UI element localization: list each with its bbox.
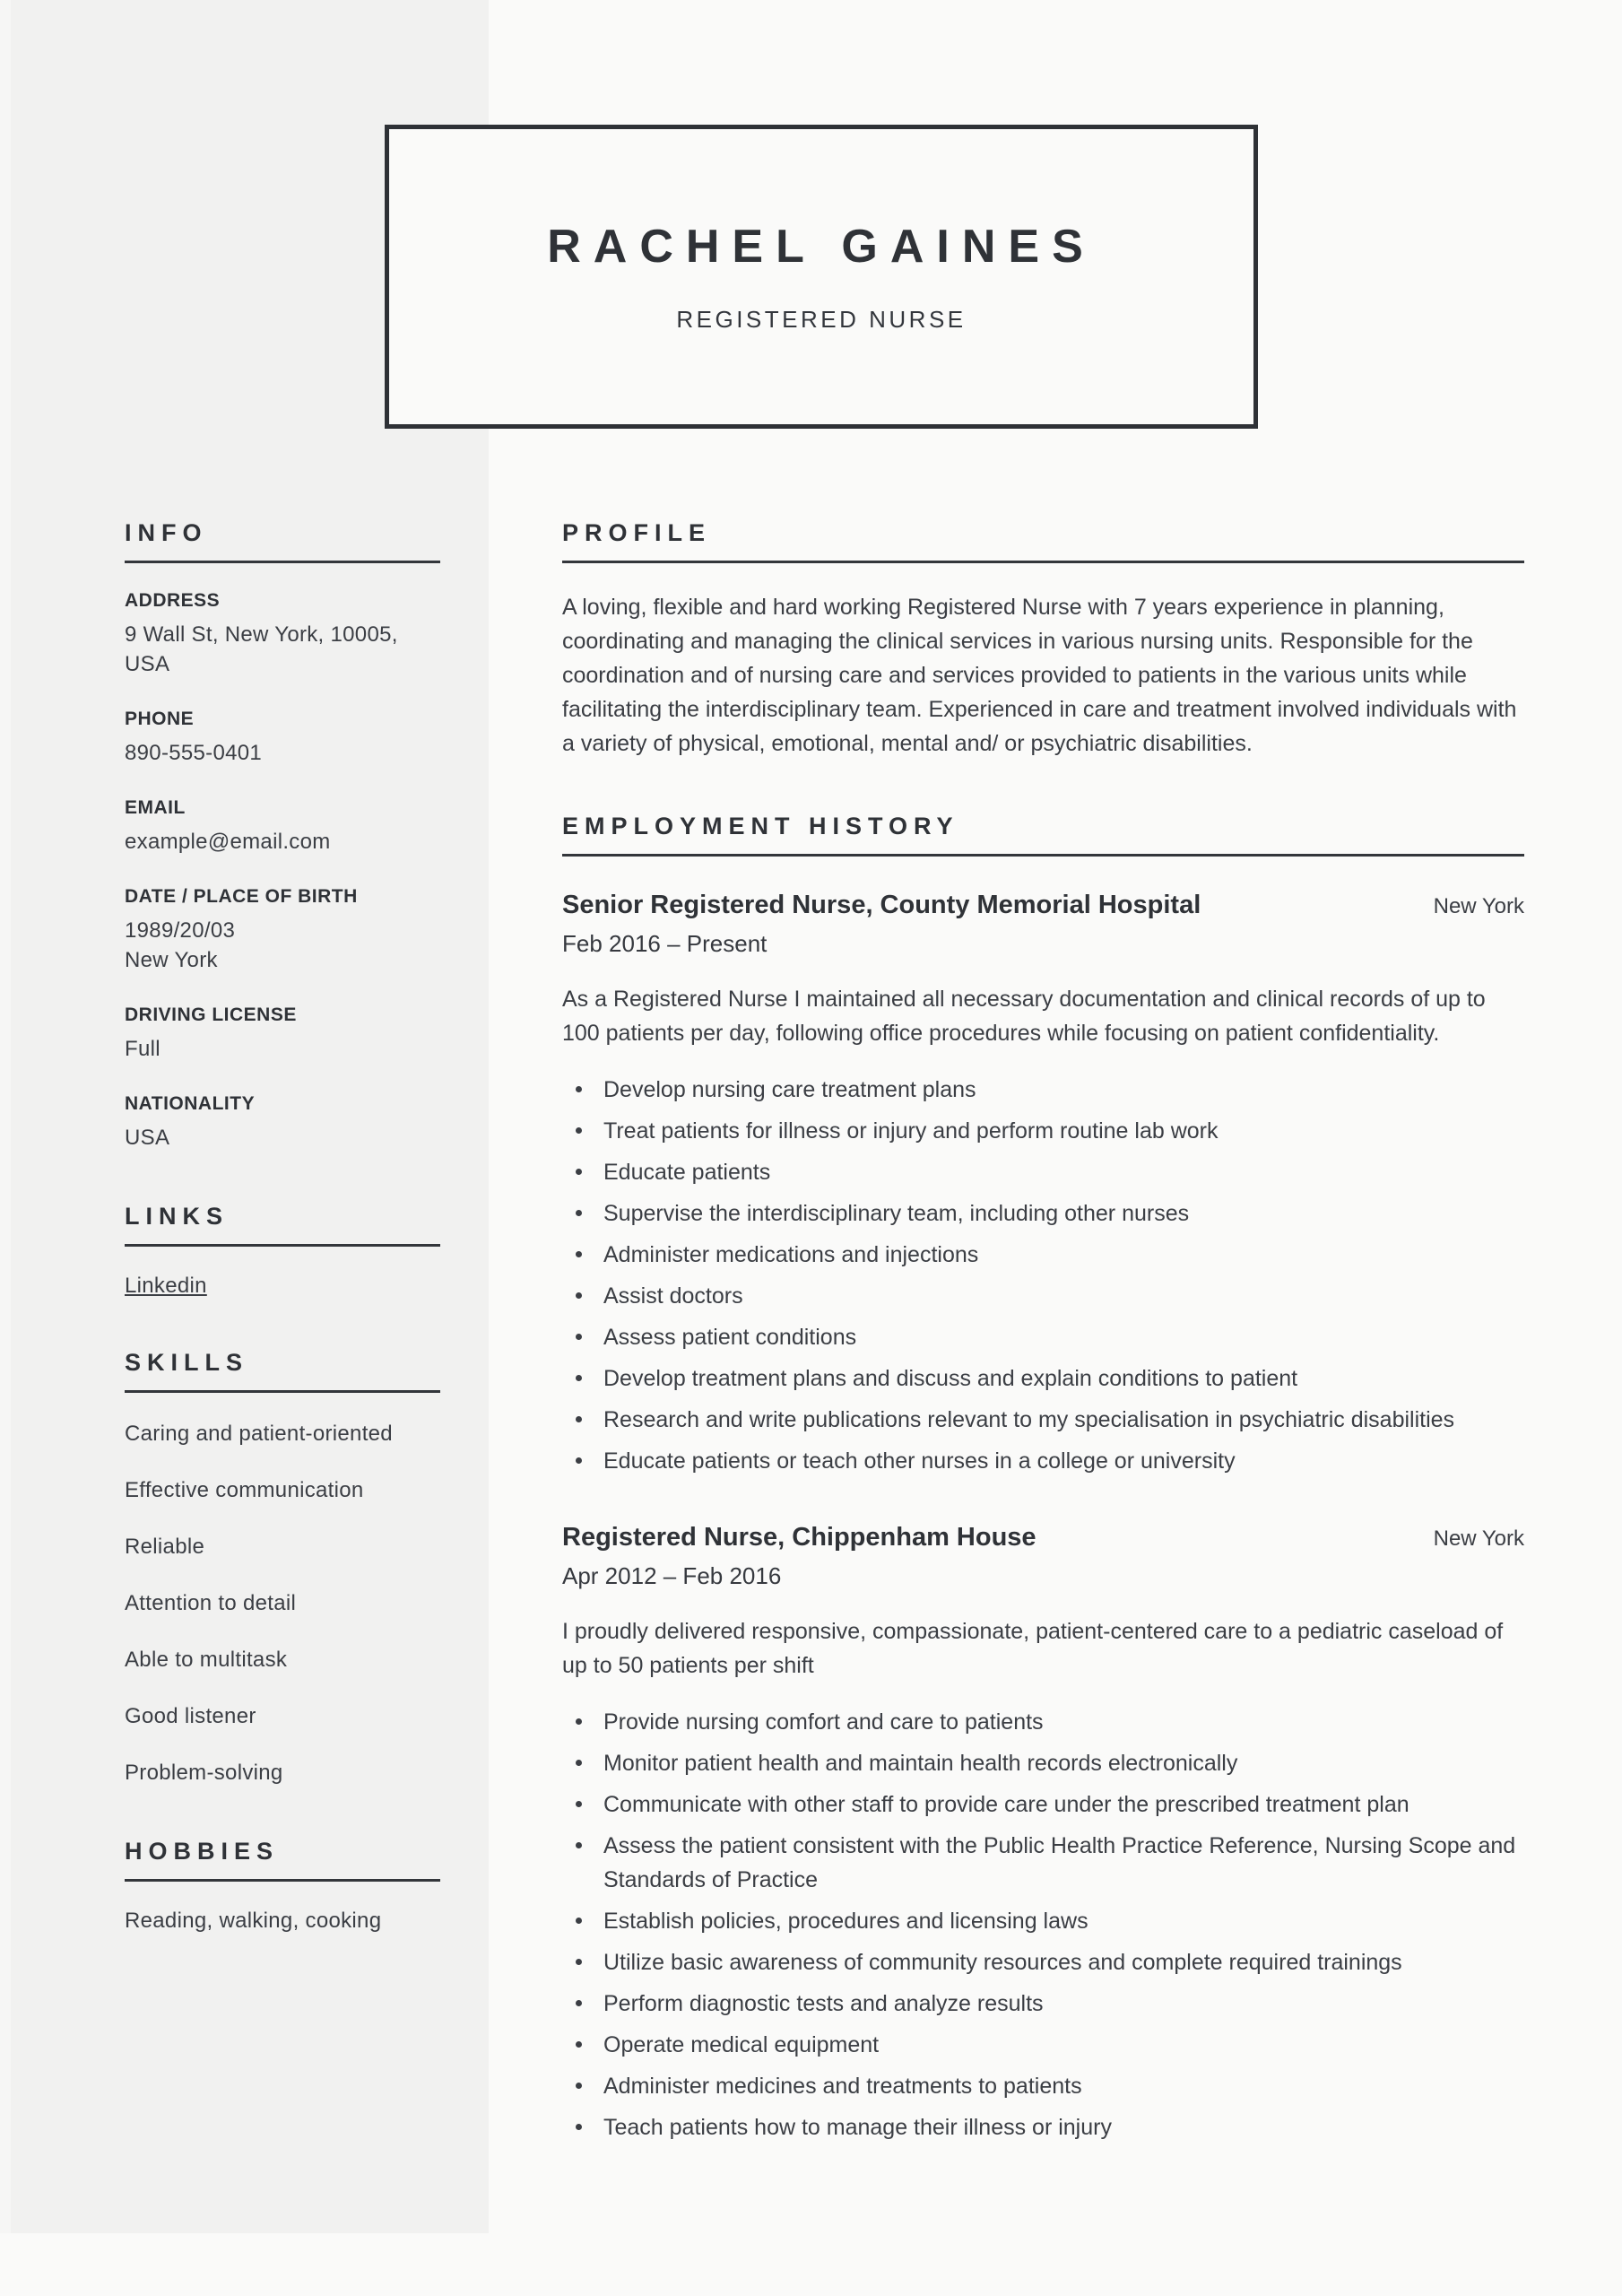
field-label: DATE / PLACE OF BIRTH	[125, 886, 358, 907]
job-entry-registered-nurse	[562, 1523, 1524, 2144]
job-header	[562, 1523, 1524, 1552]
info-heading: INFO	[125, 519, 440, 563]
field-label: PHONE	[125, 709, 195, 729]
field-value: example@email.com	[125, 830, 331, 854]
job-summary: As a Registered Nurse I maintained all necessary documentation and clinical records of up to 100 patients per day, following office procedures while focusing on patient confidentiality.	[562, 987, 1486, 1046]
job-bullet: Research and write publications relevant to my specialisation in psychiatric disabilities	[562, 1403, 1524, 1437]
job-dates: Feb 2016 – Present	[562, 930, 768, 957]
left-page-edge	[0, 0, 11, 2233]
info-section	[125, 519, 440, 1152]
profile-section	[562, 519, 1524, 761]
job-title: Registered Nurse, Chippenham House	[562, 1523, 1037, 1552]
job-location: New York	[1433, 1526, 1524, 1551]
job-bullet: Develop nursing care treatment plans	[562, 1073, 1524, 1107]
field-address	[125, 590, 440, 679]
job-entry-senior-registered-nurse	[562, 891, 1524, 1478]
job-bullet: Establish policies, procedures and licensing laws	[562, 1904, 1524, 1938]
hobbies-heading: HOBBIES	[125, 1838, 440, 1882]
skill-item: Able to multitask	[125, 1648, 288, 1672]
links-heading: LINKS	[125, 1203, 440, 1247]
field-label: ADDRESS	[125, 590, 221, 611]
job-bullet: Supervise the interdisciplinary team, including other nurses	[562, 1196, 1524, 1231]
field-value: 1989/20/03	[125, 918, 236, 943]
links-section	[125, 1203, 440, 1299]
job-bullet: Educate patients or teach other nurses in a college or university	[562, 1444, 1524, 1478]
job-bullet: Assess patient conditions	[562, 1320, 1524, 1354]
field-value: 890-555-0401	[125, 741, 263, 765]
field-value: New York	[125, 948, 218, 972]
job-bullet: Teach patients how to manage their illness or injury	[562, 2110, 1524, 2144]
job-bullet: Provide nursing comfort and care to patients	[562, 1705, 1524, 1739]
skills-section	[125, 1349, 440, 1787]
job-bullet: Administer medications and injections	[562, 1238, 1524, 1272]
field-label: NATIONALITY	[125, 1093, 256, 1114]
field-nationality	[125, 1093, 440, 1152]
field-value: 9 Wall St, New York, 10005, USA	[125, 622, 398, 676]
job-bullet: Monitor patient health and maintain health records electronically	[562, 1746, 1524, 1780]
job-bullet: Assess the patient consistent with the Public Health Practice Reference, Nursing Scope and Standards of Practice	[562, 1829, 1524, 1897]
job-bullet-list	[562, 1705, 1524, 2144]
field-label: DRIVING LICENSE	[125, 1004, 297, 1025]
skill-item: Good listener	[125, 1704, 256, 1728]
employment-heading: EMPLOYMENT HISTORY	[562, 813, 1524, 857]
job-bullet: Operate medical equipment	[562, 2028, 1524, 2062]
skill-item: Problem-solving	[125, 1761, 283, 1785]
candidate-name: RACHEL GAINES	[547, 221, 1096, 273]
job-title: Senior Registered Nurse, County Memorial Hospital	[562, 891, 1201, 919]
job-dates: Apr 2012 – Feb 2016	[562, 1562, 782, 1589]
profile-text: A loving, flexible and hard working Registered Nurse with 7 years experience in planning, coordinating and managing the clinical services in various nursing units. Responsible for the coordination and of nursing care and services provided to patients in the various units while facilitating the interdisciplinary team. Experienced in care and treatment involved individuals with a variety of physical, emotional, mental and/ or psychiatric disabilities.	[562, 595, 1517, 756]
header-name-box	[385, 125, 1258, 429]
field-birth	[125, 886, 440, 975]
employment-section	[562, 813, 1524, 2144]
job-bullet: Administer medicines and treatments to patients	[562, 2069, 1524, 2103]
profile-heading: PROFILE	[562, 519, 1524, 563]
link-item	[125, 1274, 440, 1299]
job-bullet: Educate patients	[562, 1155, 1524, 1189]
job-bullet: Develop treatment plans and discuss and explain conditions to patient	[562, 1361, 1524, 1396]
field-value: Full	[125, 1037, 160, 1061]
field-label: EMAIL	[125, 797, 186, 818]
candidate-role: REGISTERED NURSE	[676, 306, 967, 333]
field-phone	[125, 709, 440, 768]
job-bullet: Assist doctors	[562, 1279, 1524, 1313]
job-bullet: Treat patients for illness or injury and perform routine lab work	[562, 1114, 1524, 1148]
job-bullet: Utilize basic awareness of community resources and complete required trainings	[562, 1945, 1524, 1979]
field-value: USA	[125, 1126, 170, 1150]
field-email	[125, 797, 440, 857]
hobbies-text: Reading, walking, cooking	[125, 1909, 382, 1933]
sidebar	[125, 519, 440, 1984]
skill-item: Effective communication	[125, 1478, 364, 1502]
job-bullet: Communicate with other staff to provide care under the prescribed treatment plan	[562, 1787, 1524, 1822]
skill-item: Reliable	[125, 1535, 205, 1559]
skill-item: Attention to detail	[125, 1591, 297, 1615]
job-bullet: Perform diagnostic tests and analyze results	[562, 1987, 1524, 2021]
job-location: New York	[1433, 894, 1524, 918]
skill-item: Caring and patient-oriented	[125, 1422, 393, 1446]
skills-heading: SKILLS	[125, 1349, 440, 1393]
field-driving-license	[125, 1004, 440, 1064]
job-bullet-list	[562, 1073, 1524, 1478]
job-summary: I proudly delivered responsive, compassionate, patient-centered care to a pediatric caseload of up to 50 patients per shift	[562, 1619, 1504, 1678]
job-header	[562, 891, 1524, 920]
linkedin-link[interactable]: Linkedin	[125, 1274, 207, 1298]
main-column	[562, 519, 1524, 2152]
hobbies-section	[125, 1838, 440, 1934]
